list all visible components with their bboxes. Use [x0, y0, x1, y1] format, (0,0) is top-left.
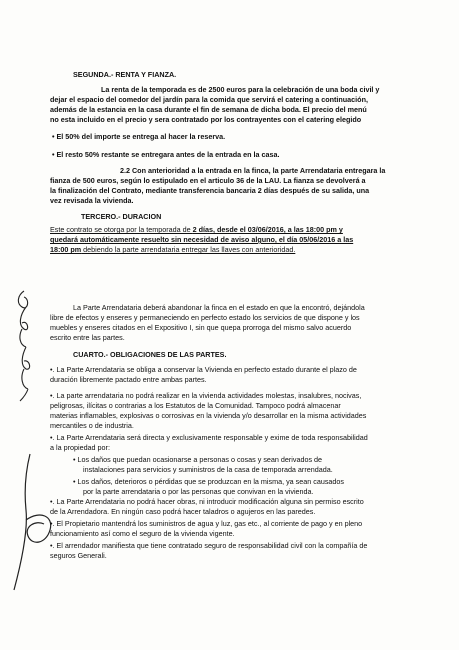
paragraph-line: La renta de la temporada es de 2500 euros para la celebración de una boda civil y — [101, 85, 380, 94]
obligation-line: •. La Parte Arrendataria no podrá hacer obras, ni introducir modificación alguna sin permiso escrito — [50, 497, 364, 506]
duration-text: Este contrato se otorga por la temporada de — [50, 225, 193, 234]
paragraph-line: La Parte Arrendataria deberá abandonar la finca en el estado en que la encontró, dejándola — [73, 303, 365, 312]
obligation-subitem: • Los daños, deterioros o pérdidas que se produzcan en la misma, ya sean causados — [73, 477, 345, 486]
obligation-line: seguros Generali. — [50, 551, 107, 560]
obligation-line: de la Arrendadora. En ningún caso podrá hacer taladros o agujeros en las paredes. — [50, 507, 316, 516]
handwritten-signature — [4, 285, 42, 405]
paragraph-line: vez revisada la vivienda. — [50, 196, 134, 205]
paragraph-line: libre de efectos y enseres y permaneciendo en perfecto estado los servicios de que dispone y los — [50, 313, 360, 322]
obligation-subitem: por la parte arrendataria o por las personas que convivan en la vivienda. — [83, 487, 314, 496]
bullet-item: • El resto 50% restante se entregara antes de la entrada en la casa. — [52, 150, 280, 159]
obligation-line: mercantiles o de industria. — [50, 421, 134, 430]
duration-line — [50, 225, 343, 234]
duration-line — [50, 245, 295, 254]
duration-time: 18:00 pm — [50, 245, 82, 254]
duration-dates: 2 días, desde el 03/06/2016, a las 18:00 pm y — [192, 225, 343, 234]
bullet-item: • El 50% del importe se entrega al hacer la reserva. — [52, 132, 226, 141]
paragraph-line: muebles y enseres citados en el Expositivo I, sin que quepa prorroga del mismo salvo acuerdo — [50, 323, 352, 332]
paragraph-line: 2.2 Con anterioridad a la entrada en la finca, la parte Arrendataria entregara la — [120, 166, 386, 175]
obligation-line: a la propiedad por: — [50, 443, 110, 452]
obligation-line: •. La Parte Arrendataria será directa y exclusivamente responsable y exime de toda responsabilidad — [50, 433, 368, 442]
duration-text: debiendo la parte arrendataria entregar las llaves con anterioridad. — [81, 245, 296, 254]
paragraph-line: no esta incluido en el precio y sera contratado por los contrayentes con el catering elegido — [50, 115, 362, 124]
paragraph-line: además de la estancia en la casa durante el fin de semana de dicha boda. El precio del menú — [50, 105, 367, 114]
section-heading-segunda: SEGUNDA.- RENTA Y FIANZA. — [73, 70, 177, 79]
paragraph-line: escrito entre las partes. — [50, 333, 125, 342]
duration-line: quedará automáticamente resuelto sin necesidad de aviso alguno, el día 05/06/2016 a las — [50, 235, 354, 244]
paragraph-line: fianza de 500 euros, según lo estipulado en el articulo 36 de la LAU. La fianza se devolverá a — [50, 176, 366, 185]
obligation-line: •. El arrendador manifiesta que tiene contratado seguro de responsabilidad civil con la compañía de — [50, 541, 368, 550]
obligation-line: •. El Propietario mantendrá los suministros de agua y luz, gas etc., al corriente de pago y en pleno — [50, 519, 363, 528]
obligation-line: materias inflamables, explosivas o corrosivas en la vivienda y/o desarrollar en la misma actividades — [50, 411, 367, 420]
obligation-line: •. La parte arrendataria no podrá realizar en la vivienda actividades molestas, insalubres, nocivas, — [50, 391, 362, 400]
obligation-line: funcionamiento así como el seguro de la vivienda vigente. — [50, 529, 235, 538]
obligation-line: peligrosas, ilícitas o contrarias a los Estatutos de la Comunidad. Tampoco podrá almacenar — [50, 401, 341, 410]
section-heading-tercero: TERCERO.- DURACION — [81, 212, 162, 221]
paragraph-line: la finalización del Contrato, mediante transferencia bancaria 2 días después de su salida, una — [50, 186, 370, 195]
obligation-subitem: • Los daños que puedan ocasionarse a personas o cosas y sean derivados de — [73, 455, 323, 464]
section-heading-cuarto: CUARTO.- OBLIGACIONES DE LAS PARTES. — [73, 350, 227, 359]
paragraph-line: dejar el espacio del comedor del jardín para la comida que servirá el catering a continuación, — [50, 95, 368, 104]
obligation-line: duración libremente pactado entre ambas partes. — [50, 375, 207, 384]
obligation-line: •. La Parte Arrendataria se obliga a conservar la Vivienda en perfecto estado durante el plazo de — [50, 365, 357, 374]
obligation-subitem: instalaciones para servicios y suministros de la casa de temporada arrendada. — [83, 465, 333, 474]
